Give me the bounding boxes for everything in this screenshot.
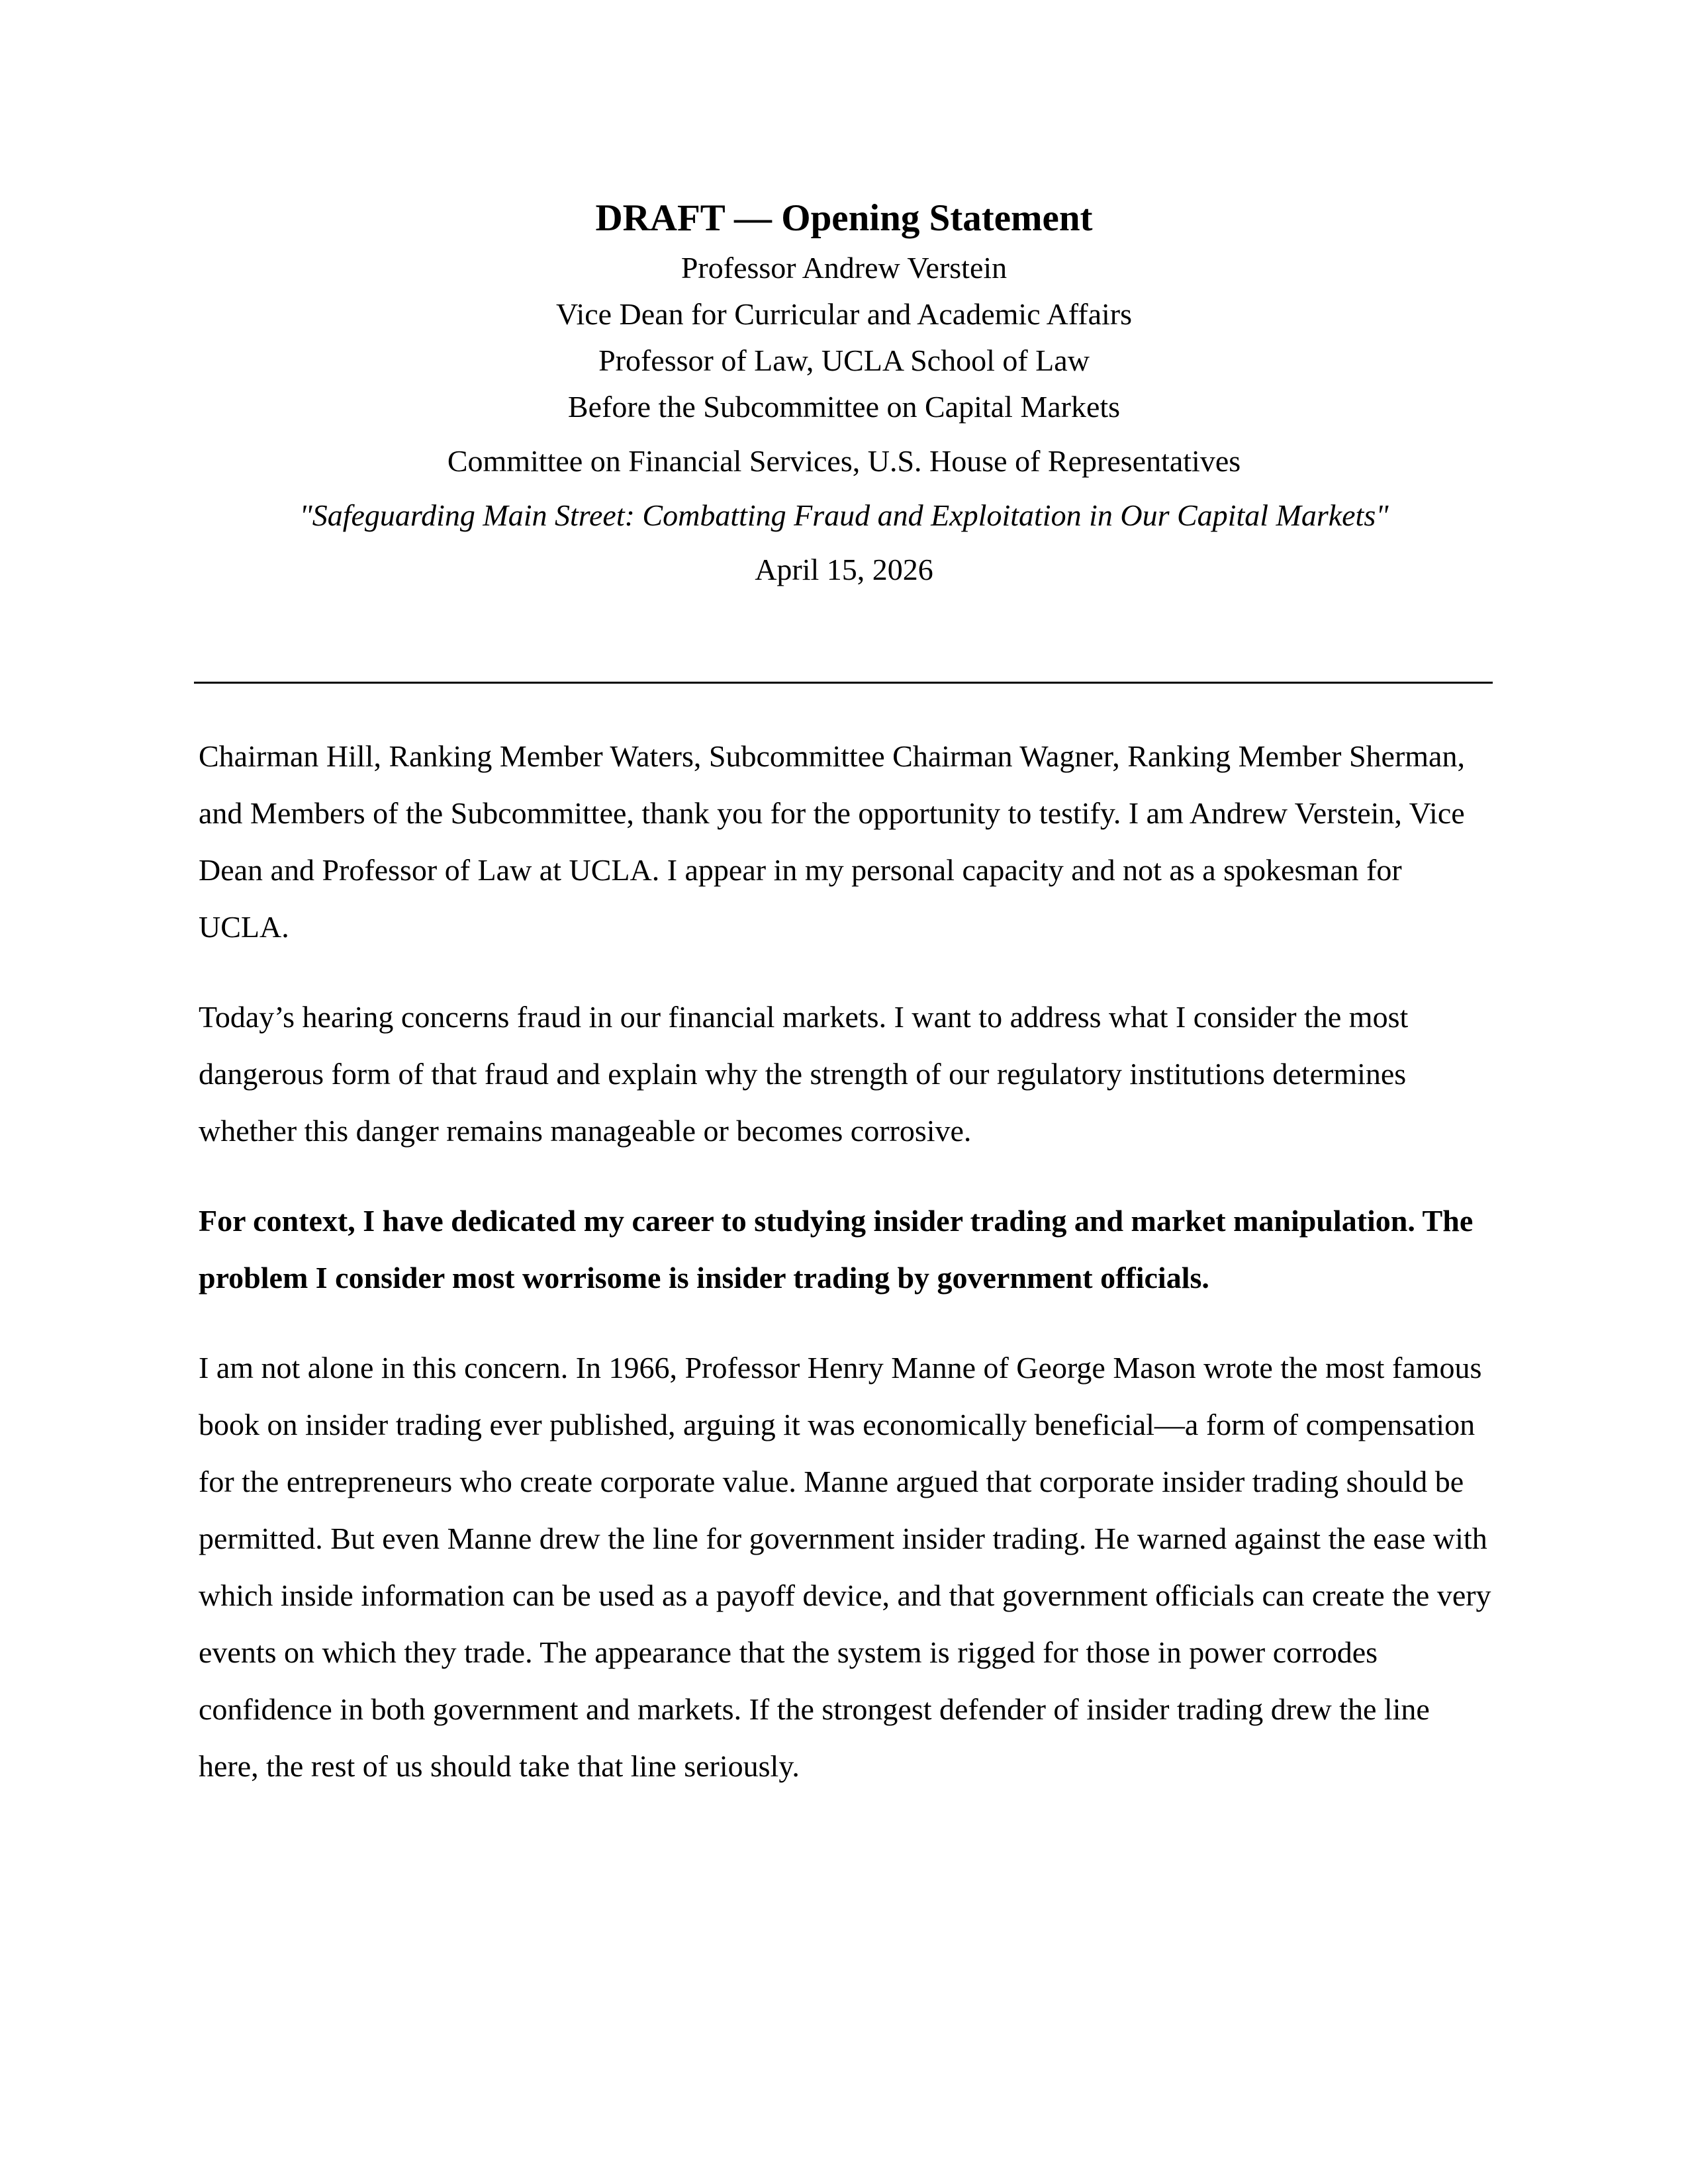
- paragraph-topic: Today’s hearing concerns fraud in our financial markets. I want to address what I consider the most dangerous form of that fraud and explain why the strength of our regulatory institutions determines whether this danger remains manageable or becomes corrosive.: [199, 1000, 1409, 1148]
- statement-header: [0, 192, 1688, 593]
- witness-name: Professor Andrew Verstein: [680, 251, 1008, 285]
- witness-role-vice-dean: Vice Dean for Curricular and Academic Affairs: [555, 297, 1133, 331]
- witness-role-professor: Professor of Law, UCLA School of Law: [598, 343, 1090, 377]
- document-title: DRAFT — Opening Statement: [595, 197, 1093, 239]
- committee-line: Committee on Financial Services, U.S. House of Representatives: [447, 444, 1241, 478]
- hearing-title: "Safeguarding Main Street: Combatting Fraud and Exploitation in Our Capital Markets": [299, 498, 1389, 532]
- subcommittee-line: Before the Subcommittee on Capital Markets: [567, 390, 1121, 424]
- paragraph-greeting: Chairman Hill, Ranking Member Waters, Subcommittee Chairman Wagner, Ranking Member Sherman, and Members of the Subcommittee, thank you for the opportunity to testify. I am Andrew Verstein, Vice Dean and Professor of Law at UCLA. I appear in my personal capacity and not as a spokesman for UCLA.: [199, 739, 1465, 944]
- header-divider: [194, 682, 1493, 684]
- statement-body: [199, 728, 1496, 1828]
- paragraph-manne: I am not alone in this concern. In 1966, Professor Henry Manne of George Mason wrote the most famous book on insider trading ever published, arguing it was economically beneficial—a form of compensation for the entrepreneurs who create corporate value. Manne argued that corporate insider trading should be permitted. But even Manne drew the line for government insider trading. He warned against the ease with which inside information can be used as a payoff device, and that government officials can create the very events on which they trade. The appearance that the system is rigged for those in power corrodes confidence in both government and markets. If the strongest defender of insider trading drew the line here, the rest of us should take that line seriously.: [199, 1351, 1491, 1783]
- hearing-date: April 15, 2026: [755, 553, 933, 586]
- paragraph-context-bold: For context, I have dedicated my career to studying insider trading and market manipulation. The problem I consider most worrisome is insider trading by government officials.: [199, 1204, 1474, 1295]
